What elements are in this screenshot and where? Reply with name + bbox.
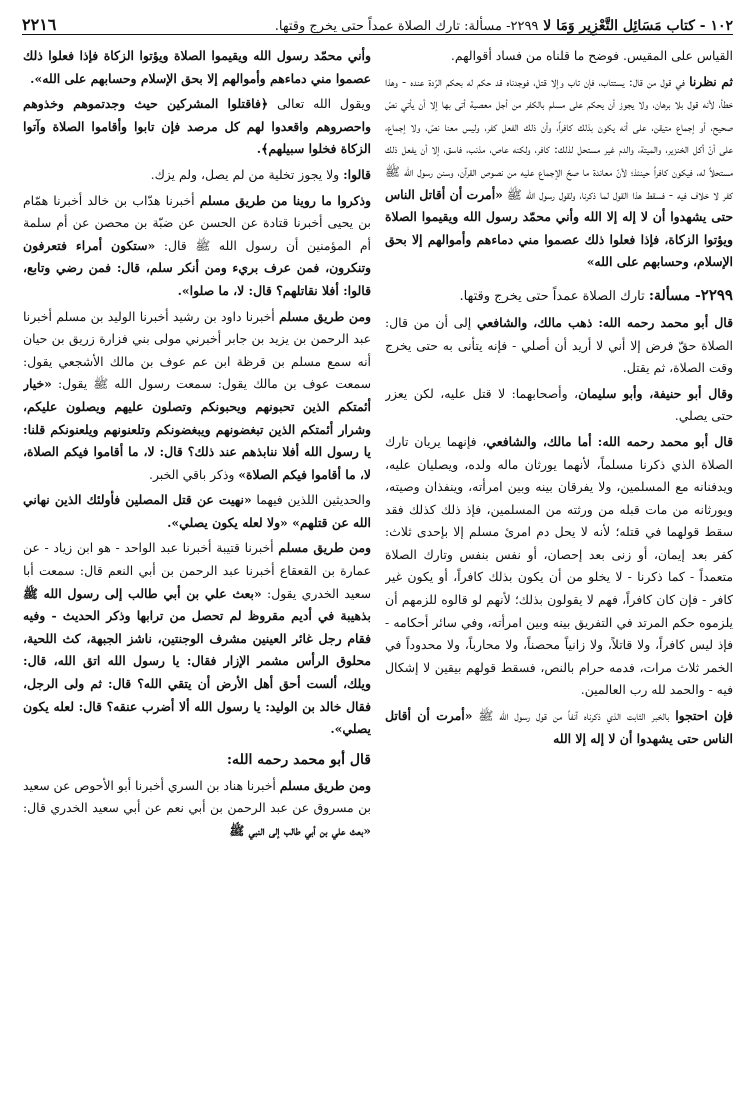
masala-heading: ٢٢٩٩- مسألة: تارك الصلاة عمداً حتى يخرج وقتها. xyxy=(459,285,733,304)
paragraph: ومن طريق مسلم أخبرنا داود بن رشيد أخبرنا الوليد بن مسلم أخبرنا عبد الرحمن بن يزيد بن جابر أخبرني مولى بني فزارة زريق بن حيان أنه سمع مسلم بن قرظة ابن عم عوف بن مالك الأشجعي يقول: سمعت عوف بن مالك يقول: سمعت رسول الله ﷺ يقول: «خيار أئمتكم الذين تحبونهم ويحبونكم وتصلون عليهم ويصلون عليكم، وشرار أئمتكم الذين تبغضونهم ويبغضونكم وتلعنونهم ويلعنونكم قلنا: يا رسول الله أفلا ننابذهم عند ذلك؟ قال: لا، ما أقاموا فيكم الصلاة، لا، ما أقاموا فيكم الصلاة» وذكر باقي الخبر. xyxy=(23,308,371,482)
paragraph: ومن طريق مسلم أخبرنا هناد بن السري أخبرنا أبو الأحوص عن سعيد بن مسروق عن عبد الرحمن بن أبي نعم عن أبي سعيد الخدري قال: «بعث علي بن أبي طالب إلى النبي ﷺ xyxy=(23,777,371,838)
page-header xyxy=(22,8,733,35)
paragraph: قال أبو محمد رحمه الله: ذهب مالك، والشافعي إلى أن من قال: الصلاة حقّ فرض إلا أني لا أريد أن أصلي - فإنه يتأنى به حتى يخرج وقت الصلاة، ثم يقتل. xyxy=(385,314,733,376)
paragraph: وقال أبو حنيفة، وأبو سليمان، وأصحابهما: لا قتل عليه، لكن يعزر حتى يصلي. xyxy=(385,385,733,424)
paragraph: وذكروا ما روينا من طريق مسلم أخبرنا هدّاب بن خالد أخبرنا همّام بن يحيى أخبرنا قتادة عن الحسن عن ضبّة بن محصن عن أم سلمة أم المؤمنين أن رسول الله ﷺ قال: «ستكون أمراء فتعرفون وتنكرون، فمن عرف بريء ومن أنكر سلم، قال: فمن رضي وتابع، قالوا: أفلا نقاتلهم؟ قال: لا، ما صلوا». xyxy=(23,192,371,298)
page-number: ٢٢١٦ xyxy=(22,15,57,34)
left-column xyxy=(23,45,371,1105)
paragraph: قال أبو محمد رحمه الله: أما مالك، والشافعي، فإنهما يريان تارك الصلاة الذي ذكرنا مسلماً، لأنهما يورثان ماله ولده، ويصليان عليه، ويدفنانه مع المسلمين، ولا يفرقان بينه وبين امرأته، وينفذان وصيته، ويورثانه من مات قبله من ورثته من المسلمين، فإذ ذلك كذلك فقد سقط قولهما في قتله؛ لأنه لا يحل دم امرئ مسلم إلا بإحدى ثلاث: كفر بعد إيمان، أو زنى بعد إحصان، أو نفس بنفس وتارك الصلاة متعمداً - كما ذكرنا - لا يخلو من أن يكون بذلك كافراً، أو يكون غير كافر - فإن كان كافراً، فهم لا يقولون بذلك؛ لأنهم لو قالوه للزمهم أن يلزموه حكم المرتد في التفريق بينه وبين امرأته، وفي سائر أحكامه - فإذ ليس كافراً، ولا قاتلاً، ولا زانياً محصناً، ولا محارباً، ولا محدوداً في الخمر ثلاث مرات، فدمه حرام بالنص، فسقط قولهم بيقين لا إشكال فيه - والحمد لله رب العالمين. xyxy=(385,433,733,698)
paragraph: وأني محمّد رسول الله ويقيموا الصلاة ويؤتوا الزكاة فإذا فعلوا ذلك عصموا مني دماءهم وأموالهم إلا بحق الإسلام وحسابهم على الله». xyxy=(23,48,371,86)
text-columns xyxy=(22,45,733,1105)
paragraph: والحديثين اللذين فيهما «نهيت عن قتل المصلين فأولئك الذين نهاني الله عن قتلهم» «ولا لعله يكون يصلي». xyxy=(23,492,371,530)
section-title: ٢٢٩٩- مسألة: تارك الصلاة عمداً حتى يخرج وقتها. xyxy=(274,19,539,34)
running-title xyxy=(275,18,733,34)
paragraph: فإن احتجوا بالخبر الثابت الذي ذكرناه آنفاً من قول رسول الله ﷺ «أمرت أن أقاتل الناس حتى يشهدوا أن لا إله إلا الله xyxy=(385,708,733,746)
paragraph: قالوا: ولا يجوز تخلية من لم يصل، ولم يزك. xyxy=(150,166,371,182)
right-column xyxy=(385,45,733,1105)
paragraph: ويقول الله تعالى ﴿فاقتلوا المشركين حيث وجدتموهم وخذوهم واحصروهم واقعدوا لهم كل مرصد فإن تابوا وأقاموا الصلاة وآتوا الزكاة فخلوا سبيلهم﴾. xyxy=(23,96,371,157)
paragraph: القياس على المقيس. فوضح ما قلناه من فساد أقوالهم. xyxy=(450,48,733,63)
book-title: ١٠٢ - كتاب مَسَائِل التَّعْزِير وَمَا لا xyxy=(543,18,733,34)
section-heading: قال أبو محمد رحمه الله: xyxy=(226,751,371,768)
paragraph: ثم نظرنا في قول من قال: يستتاب، فإن تاب وإلا قتل، فوجدناه قد حكم له بحكم الرّدة عنده - وهذا خطأ، لأنه قول بلا برهان، ولا يجوز أن يحكم على مسلم بالكفر من أجل معصية أتى بها إلا أن يأتي نصّ صحيح، أو إجماع متيقن، على أنه يكون بذلك كافراً، وأن ذلك الفعل كفر، وليس معنا نصّ، ولا إجماع، على أنّ أكل الخنزير، والميتة، والدم غير مستحل لذلك: كافر، ولكنه عاص، مذنب، فاسق، إلا أن يفعل ذلك مستحلاً له، فيكون كافراً حينئذ؛ لأنّ معاندة ما صحّ الإجماع عليه من نصوص القرآن، وسنن رسول الله ﷺ كفر لا خلاف فيه - فسقط هذا القول لما ذكرنا، ولقول رسول الله ﷺ «أمرت أن أقاتل الناس حتى يشهدوا أن لا إله إلا الله وأني محمّد رسول الله ويقيموا الصلاة ويؤتوا الزكاة، فإذا فعلوا ذلك عصموا مني دماءهم وأموالهم إلا بحق الإسلام، وحسابهم على الله» xyxy=(385,73,733,270)
paragraph: ومن طريق مسلم أخبرنا قتيبة أخبرنا عبد الواحد - هو ابن زياد - عن عمارة بن القعقاع أخبرنا عبد الرحمن بن أبي النعم قال: سمعت أبا سعيد الخدري يقول: «بعث علي بن أبي طالب إلى رسول الله ﷺ بذهيبة في أديم مقروظ لم تحصل من ترابها وذكر الحديث - وفيه فقام رجل غائر العينين مشرف الوجنتين، ناشز الجبهة، كث اللحية، محلوق الرأس مشمر الإزار فقال: يا رسول الله اتق الله، قال: ويلك، ألست أحق أهل الأرض أن يتقي الله؟ قال: ثم ولى الرجل، فقال خالد بن الوليد: يا رسول الله ألا أضرب عنقه؟ قال: لعله يكون يصلي». xyxy=(23,540,371,737)
